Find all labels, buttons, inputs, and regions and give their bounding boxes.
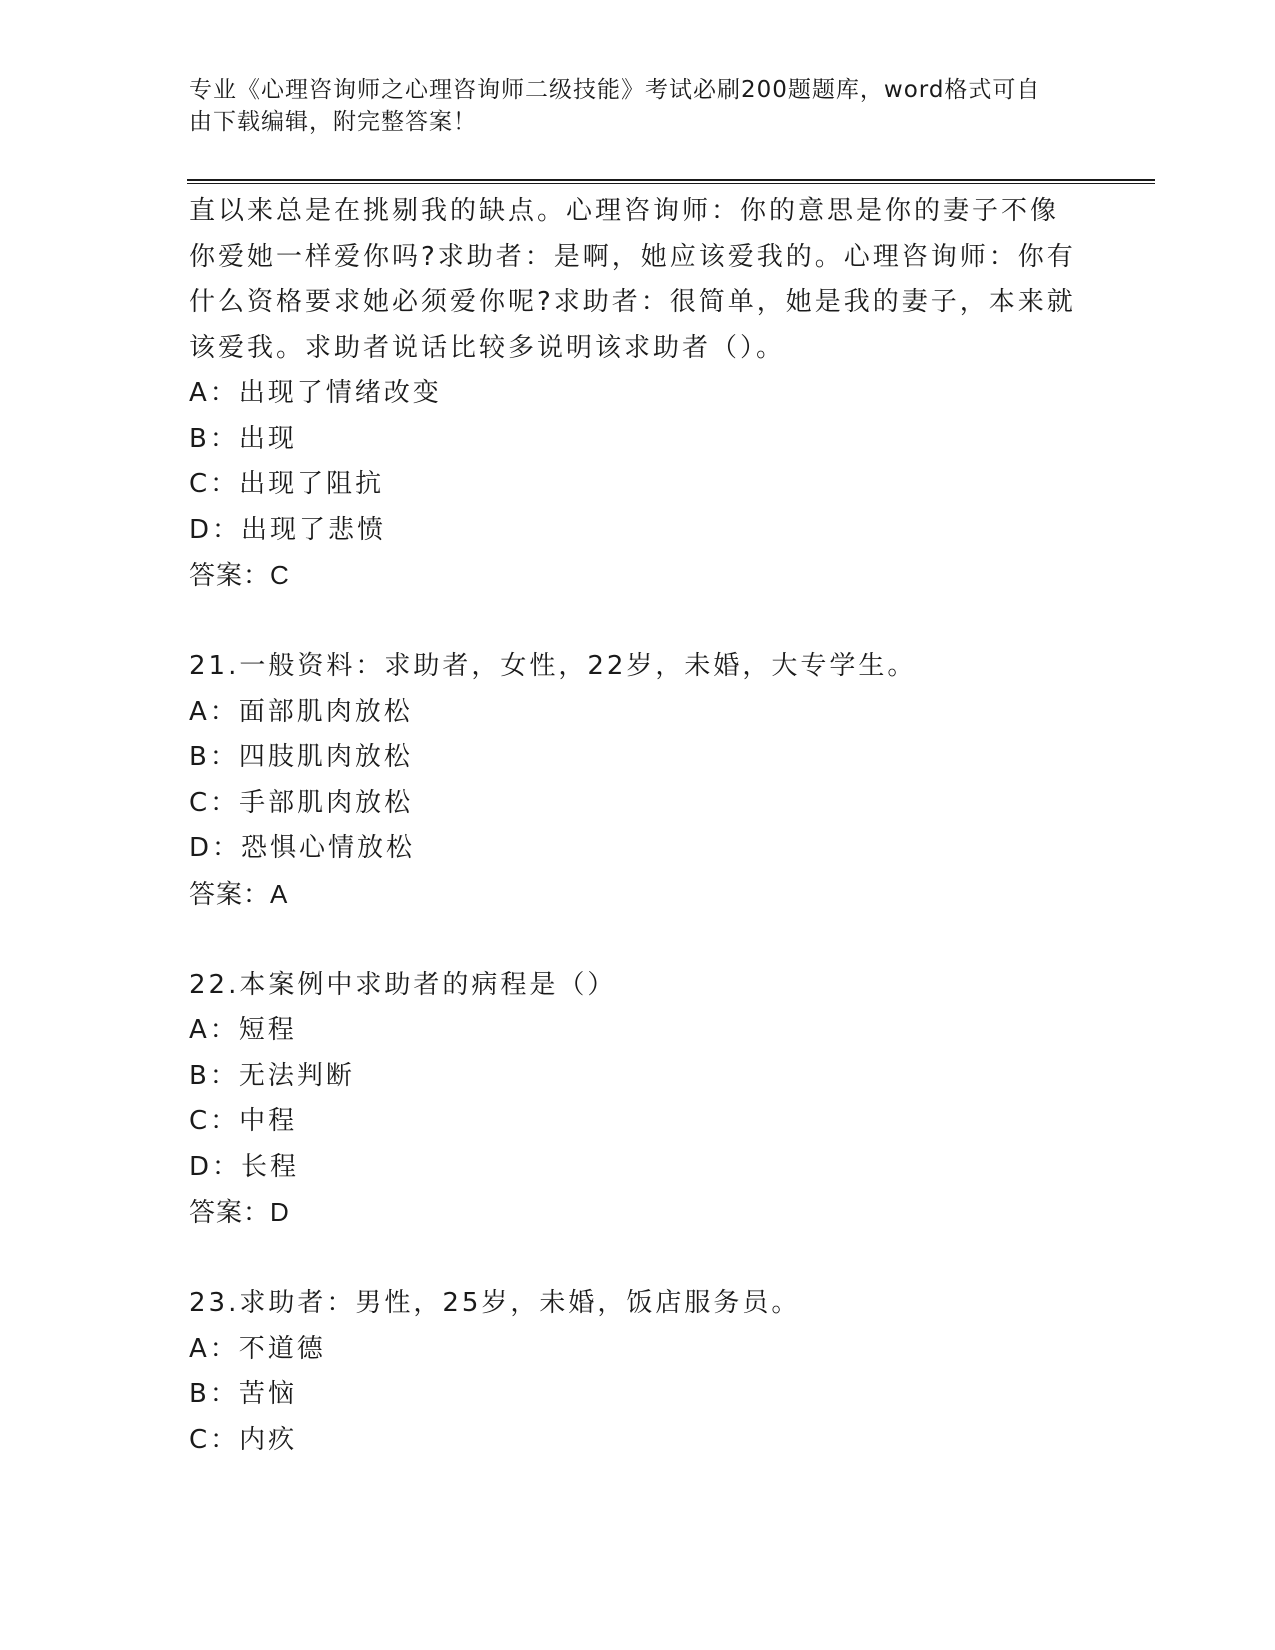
option-a: A：面部肌肉放松 bbox=[189, 696, 413, 727]
option-c: C：中程 bbox=[189, 1106, 298, 1136]
question-continued bbox=[189, 189, 1089, 599]
question-text-line: 该爱我。求助者说话比较多说明该求助者（）。 bbox=[189, 332, 786, 363]
option-b: B：四肢肌肉放松 bbox=[189, 742, 413, 772]
header-divider bbox=[187, 179, 1155, 184]
page-header bbox=[189, 74, 1089, 138]
header-line-2: 由下载编辑，附完整答案！ bbox=[189, 109, 477, 135]
answer-line: 答案：A bbox=[189, 878, 289, 909]
option-d: D：出现了悲愤 bbox=[189, 514, 387, 545]
option-d: D：恐惧心情放松 bbox=[189, 833, 416, 863]
option-b: B：出现 bbox=[189, 423, 297, 454]
option-a: A：短程 bbox=[189, 1015, 297, 1045]
question-21 bbox=[189, 644, 1089, 917]
option-c: C：内疚 bbox=[189, 1424, 298, 1455]
option-b: B：苦恼 bbox=[189, 1379, 297, 1409]
answer-line: 答案：C bbox=[189, 560, 290, 590]
header-line-1: 专业《心理咨询师之心理咨询师二级技能》考试必刷200题题库，word格式可自 bbox=[189, 77, 1041, 103]
question-22 bbox=[189, 963, 1089, 1236]
question-23 bbox=[189, 1281, 1089, 1463]
option-a: A：出现了情绪改变 bbox=[189, 378, 442, 408]
option-a: A：不道德 bbox=[189, 1333, 326, 1364]
question-stem: 22.本案例中求助者的病程是（） bbox=[189, 969, 617, 1000]
question-text-line: 你爱她一样爱你吗?求助者：是啊，她应该爱我的。心理咨询师：你有 bbox=[189, 241, 1076, 272]
option-d: D：长程 bbox=[189, 1151, 300, 1182]
question-stem: 23.求助者：男性，25岁，未婚，饭店服务员。 bbox=[189, 1288, 801, 1318]
question-text-line: 直以来总是在挑剔我的缺点。心理咨询师：你的意思是你的妻子不像 bbox=[189, 196, 1060, 226]
document-body bbox=[189, 189, 1089, 1463]
answer-line: 答案：D bbox=[189, 1197, 290, 1227]
option-b: B：无法判断 bbox=[189, 1060, 355, 1091]
question-text-line: 什么资格要求她必须爱你呢?求助者：很简单，她是我的妻子，本来就 bbox=[189, 287, 1076, 317]
question-stem: 21.一般资料：求助者，女性，22岁，未婚，大专学生。 bbox=[189, 651, 917, 681]
option-c: C：手部肌肉放松 bbox=[189, 787, 414, 818]
option-c: C：出现了阻抗 bbox=[189, 469, 385, 499]
